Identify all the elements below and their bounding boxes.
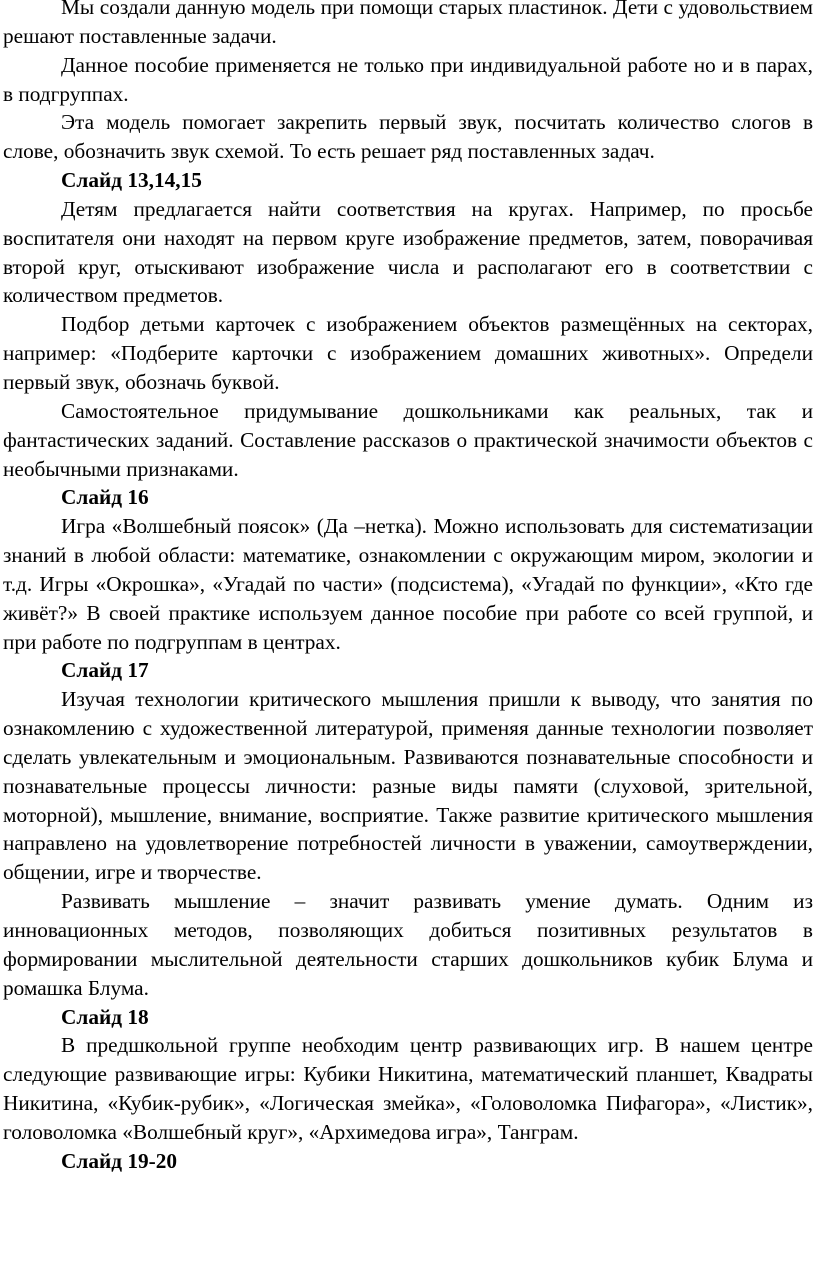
paragraph: Изучая технологии критического мышления пришли к выводу, что занятия по ознакомлению с художественной литературой, применяя данные технологии позволяет сделать увлекательным и эмоциональным. Развиваются познавательные способности и познавательные процессы личности: разные виды памяти (слуховой, зрительной, моторной), мышление, внимание, восприятие. Также развитие критического мышления направлено на удовлетворение потребностей личности в уважении, самоутверждении, общении, игре и творчестве. xyxy=(3,687,813,885)
section-heading: Слайд 18 xyxy=(61,1004,149,1029)
paragraph: Мы создали данную модель при помощи старых пластинок. Дети с удовольствием решают поставленные задачи. xyxy=(3,0,813,48)
section-heading: Слайд 13,14,15 xyxy=(61,168,202,193)
paragraph: Эта модель помогает закрепить первый звук, посчитать количество слогов в слове, обозначить звук схемой. То есть решает ряд поставленных задач. xyxy=(3,110,813,164)
paragraph: Самостоятельное придумывание дошкольниками как реальных, так и фантастических заданий. Составление рассказов о практической значимости объектов с необычными признаками. xyxy=(3,398,813,481)
paragraph: Детям предлагается найти соответствия на кругах. Например, по просьбе воспитателя они находят на первом круге изображение предметов, затем, поворачивая второй круг, отыскивают изображение числа и располагают его в соответствии с количеством предметов. xyxy=(3,196,813,308)
paragraph: Подбор детьми карточек с изображением объектов размещённых на секторах, например: «Подберите карточки с изображением домашних животных». Определи первый звук, обозначь буквой. xyxy=(3,312,813,394)
paragraph: В предшкольной группе необходим центр развивающих игр. В нашем центре следующие развивающие игры: Кубики Никитина, математический планшет, Квадраты Никитина, «Кубик-рубик», «Логическая змейка», «Головоломка Пифагора», «Листик», головоломка «Волшебный круг», «Архимедова игра», Танграм. xyxy=(3,1033,813,1144)
section-heading: Слайд 19-20 xyxy=(61,1148,178,1173)
section-heading: Слайд 16 xyxy=(61,485,149,510)
paragraph: Развивать мышление – значит развивать умение думать. Одним из инновационных методов, позволяющих добиться позитивных результатов в формировании мыслительной деятельности старших дошкольников кубик Блума и ромашка Блума. xyxy=(3,889,813,1000)
section-heading: Слайд 17 xyxy=(61,658,149,683)
paragraph: Игра «Волшебный поясок» (Да –нетка). Можно использовать для систематизации знаний в любой области: математике, ознакомлении с окружающим миром, экологии и т.д. Игры «Окрошка», «Угадай по части» (подсистема), «Угадай по функции», «Кто где живёт?» В своей практике используем данное пособие при работе со всей группой, и при работе по подгруппам в центрах. xyxy=(3,514,813,654)
paragraph: Данное пособие применяется не только при индивидуальной работе но и в парах, в подгруппах. xyxy=(3,52,813,106)
